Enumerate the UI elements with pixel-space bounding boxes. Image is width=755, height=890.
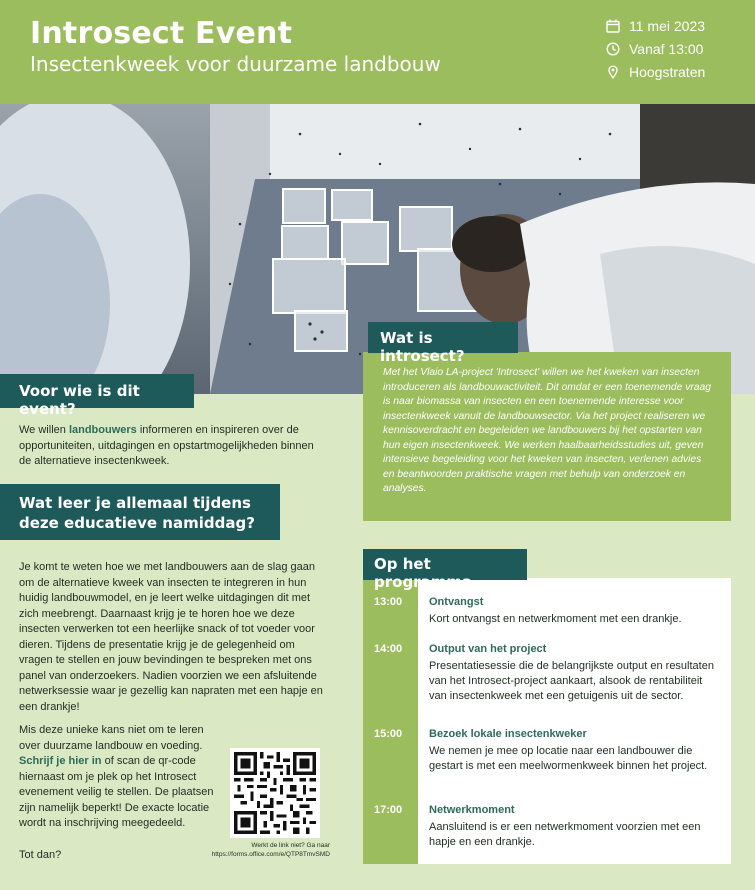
event-location-text: Hoogstraten (629, 63, 706, 80)
qr-code[interactable] (230, 748, 320, 838)
event-date-text: 11 mei 2023 (629, 17, 706, 34)
register-link[interactable]: Schrijf je hier in (19, 755, 102, 767)
program-desc: Presentatiesessie die de belangrijkste output en resultaten van het Introsect-project aankaart, alsook de rentabiliteit van insectenkweek met een getuigenis uit de sector. (429, 660, 714, 702)
registration-text (19, 723, 219, 832)
wat-is-introsect-heading: Wat is introsect? (368, 322, 518, 353)
program-title: Ontvangst (429, 596, 484, 608)
location-pin-icon (606, 65, 620, 79)
event-subtitle: Insectenkweek voor duurzame landbouw (30, 52, 441, 76)
event-title: Introsect Event (30, 16, 293, 51)
program-time: 17:00 (374, 804, 403, 816)
program-time-strip (363, 578, 418, 864)
program-desc: Kort ontvangst en netwerkmoment met een drankje. (429, 613, 682, 625)
voor-wie-text (19, 423, 319, 470)
program-title: Bezoek lokale insectenkweker (429, 728, 587, 740)
qr-caption-url[interactable]: https://forms.office.com/e/QTP8TmvSMD (211, 850, 330, 858)
voor-wie-text-start: We willen (19, 424, 69, 436)
wat-leer-text: Je komt te weten hoe we met landbouwers aan de slag gaan om de alternatieve kweek van insecten te integreren in hun huidig landbouwmodel, en je leert welke uitdagingen dit met zich meebrengt. Daarnaast krijg je te horen hoe we deze insecten verwerken tot een heerlijke snack of tot voeder voor dieren. Tijdens de presentatie krijg je de gelegenheid om vragen te stellen en jouw bevindingen te bespreken met ons panel van onderzoekers. Nadien voorzien we een afsluitende netwerksessie waar je gezellig kan napraten met een hapje en een drankje! (19, 561, 323, 713)
wat-leer-heading: Wat leer je allemaal tijdens deze educatieve namiddag? (0, 484, 280, 540)
event-time-text: Vanaf 13:00 (629, 40, 704, 57)
header-band (0, 0, 755, 104)
event-time (606, 37, 705, 60)
programma-heading: Op het programma (363, 549, 527, 580)
program-title: Output van het project (429, 643, 547, 655)
clock-icon (606, 42, 620, 56)
closing-text: Tot dan? (19, 849, 62, 861)
voor-wie-text-end: informeren en inspireren over de opportuniteiten, uitdagingen en opstartmogelijkheden binnen de alternatieve insectenkweek. (19, 424, 314, 467)
event-meta (606, 14, 705, 83)
landbouwers-highlight: landbouwers (68, 424, 137, 436)
voor-wie-heading: Voor wie is dit event? (0, 374, 194, 408)
registration-text-end: of scan de qr-code hiernaast om je plek op het Introsect evenement veilig te stellen. De plaatsen zijn namelijk beperkt! De exacte locatie wordt na inschrijving meegedeeld. (19, 755, 214, 829)
wat-is-introsect-text: Met het Vlaio LA-project 'Introsect' willen we het kweken van insecten introduceren als landbouwactiviteit. Dit omdat er een toenemende vraag is naar biomassa van insecten en een toenemende interesse voor insectenkweek vanuit de landbouwsector. Via het project realiseren we kennisoverdracht en begeleiden we landbouwers bij het opstarten van hun eigen insectenkweek. We werken haalbaarheidsstudies uit, geven intensieve begeleiding voor het kweken van insecten, verlenen advies en beantwoorden praktische vragen met behulp van onderzoek en analyses. (383, 367, 711, 494)
program-desc: Aansluitend is er een netwerkmoment voorzien met een hapje en een drankje. (429, 821, 701, 848)
program-desc: We nemen je mee op locatie naar een landbouwer die gestart is met een meelwormenkweek binnen het project. (429, 745, 708, 772)
program-time: 15:00 (374, 728, 403, 740)
registration-text-start: Mis deze unieke kans niet om te leren over duurzame landbouw en voeding. (19, 724, 204, 752)
wat-is-introsect-box (363, 352, 731, 521)
program-panel (363, 578, 731, 864)
program-title: Netwerkmoment (429, 804, 515, 816)
program-time: 13:00 (374, 596, 403, 608)
event-date (606, 14, 705, 37)
calendar-icon (606, 19, 620, 33)
event-location (606, 60, 705, 83)
qr-caption (180, 842, 330, 859)
qr-caption-line1: Werkt de link niet? Ga naar (251, 842, 330, 849)
program-time: 14:00 (374, 643, 403, 655)
